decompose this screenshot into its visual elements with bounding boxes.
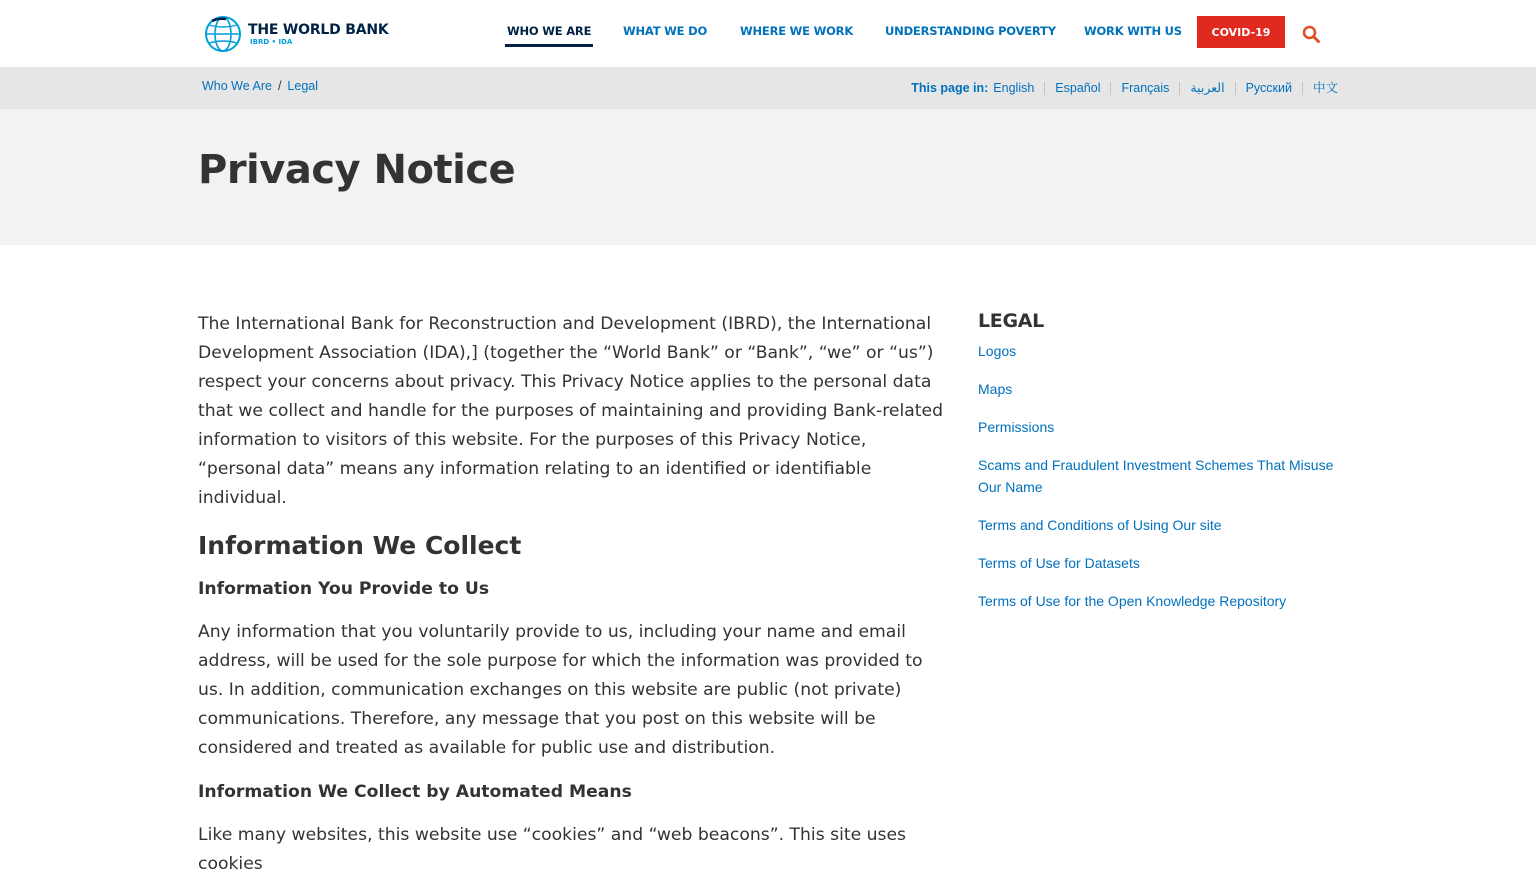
main-content	[198, 310, 950, 879]
lang-francais[interactable]: Français	[1110, 82, 1179, 95]
breadcrumb-who-we-are[interactable]: Who We Are	[202, 79, 272, 93]
title-band	[0, 109, 1536, 245]
sidebar-link-terms-okr[interactable]: Terms of Use for the Open Knowledge Repository	[978, 593, 1287, 609]
sidebar-link-terms-datasets[interactable]: Terms of Use for Datasets	[978, 555, 1140, 571]
sidebar-link-terms-conditions[interactable]: Terms and Conditions of Using Our site	[978, 517, 1222, 533]
sidebar-link-permissions[interactable]: Permissions	[978, 419, 1055, 435]
legal-sidebar	[978, 308, 1338, 612]
lang-chinese[interactable]: 中文	[1302, 82, 1338, 95]
nav-who-we-are[interactable]: WHO WE ARE	[507, 24, 592, 38]
paragraph-automated-means: Like many websites, this website use “cookies” and “web beacons”. This site uses cookies	[198, 825, 906, 874]
lang-english[interactable]: English	[993, 80, 1035, 95]
lang-arabic[interactable]: العربية	[1179, 82, 1234, 95]
sidebar-link-logos[interactable]: Logos	[978, 343, 1017, 359]
breadcrumb-bar	[0, 68, 1536, 109]
lang-espanol[interactable]: Español	[1044, 82, 1110, 95]
breadcrumb-separator: /	[277, 79, 282, 93]
covid-19-button[interactable]: COVID-19	[1197, 16, 1285, 48]
section-heading: Information We Collect	[198, 531, 522, 560]
search-icon[interactable]	[1302, 25, 1320, 43]
page-title: Privacy Notice	[198, 147, 516, 193]
paragraph-information-you-provide: Any information that you voluntarily provide to us, including your name and email address, will be used for the sole purpose for which the information was provided to us. In addition, communication exchanges on this website are public (not private) communications. Therefore, any message that you post on this website will be considered and treated as available for public use and distribution.	[198, 622, 923, 758]
intro-paragraph: The International Bank for Reconstruction and Development (IBRD), the International Development Association (IDA),] (together the “World Bank” or “Bank”, “we” or “us”) respect your concerns about privacy. This Privacy Notice applies to the personal data that we collect and handle for the purposes of maintaining and providing Bank-related information to visitors of this website. For the purposes of this Privacy Notice, “personal data” means any information relating to an identified or identifiable individual.	[198, 314, 943, 508]
sidebar-title: LEGAL	[978, 310, 1044, 332]
subheading-information-you-provide: Information You Provide to Us	[198, 579, 490, 599]
sidebar-link-scams[interactable]: Scams and Fraudulent Investment Schemes That Misuse Our Name	[978, 457, 1334, 495]
nav-what-we-do[interactable]: WHAT WE DO	[623, 24, 708, 38]
lang-russian[interactable]: Русский	[1235, 82, 1302, 95]
language-label: This page in:	[911, 81, 989, 95]
world-bank-logo[interactable]	[204, 14, 394, 54]
nav-understanding-poverty[interactable]: UNDERSTANDING POVERTY	[885, 24, 1056, 38]
logo-name: THE WORLD BANK	[248, 21, 389, 38]
nav-work-with-us[interactable]: WORK WITH US	[1084, 24, 1182, 38]
language-selector	[911, 81, 1338, 95]
subheading-automated-means: Information We Collect by Automated Means	[198, 782, 632, 802]
breadcrumb	[202, 79, 318, 93]
logo-subtitle: IBRD • IDA	[250, 37, 293, 46]
site-header	[0, 0, 1536, 68]
sidebar-link-maps[interactable]: Maps	[978, 381, 1013, 397]
breadcrumb-legal[interactable]: Legal	[287, 79, 319, 93]
globe-icon	[204, 15, 242, 53]
nav-where-we-work[interactable]: WHERE WE WORK	[740, 24, 854, 38]
